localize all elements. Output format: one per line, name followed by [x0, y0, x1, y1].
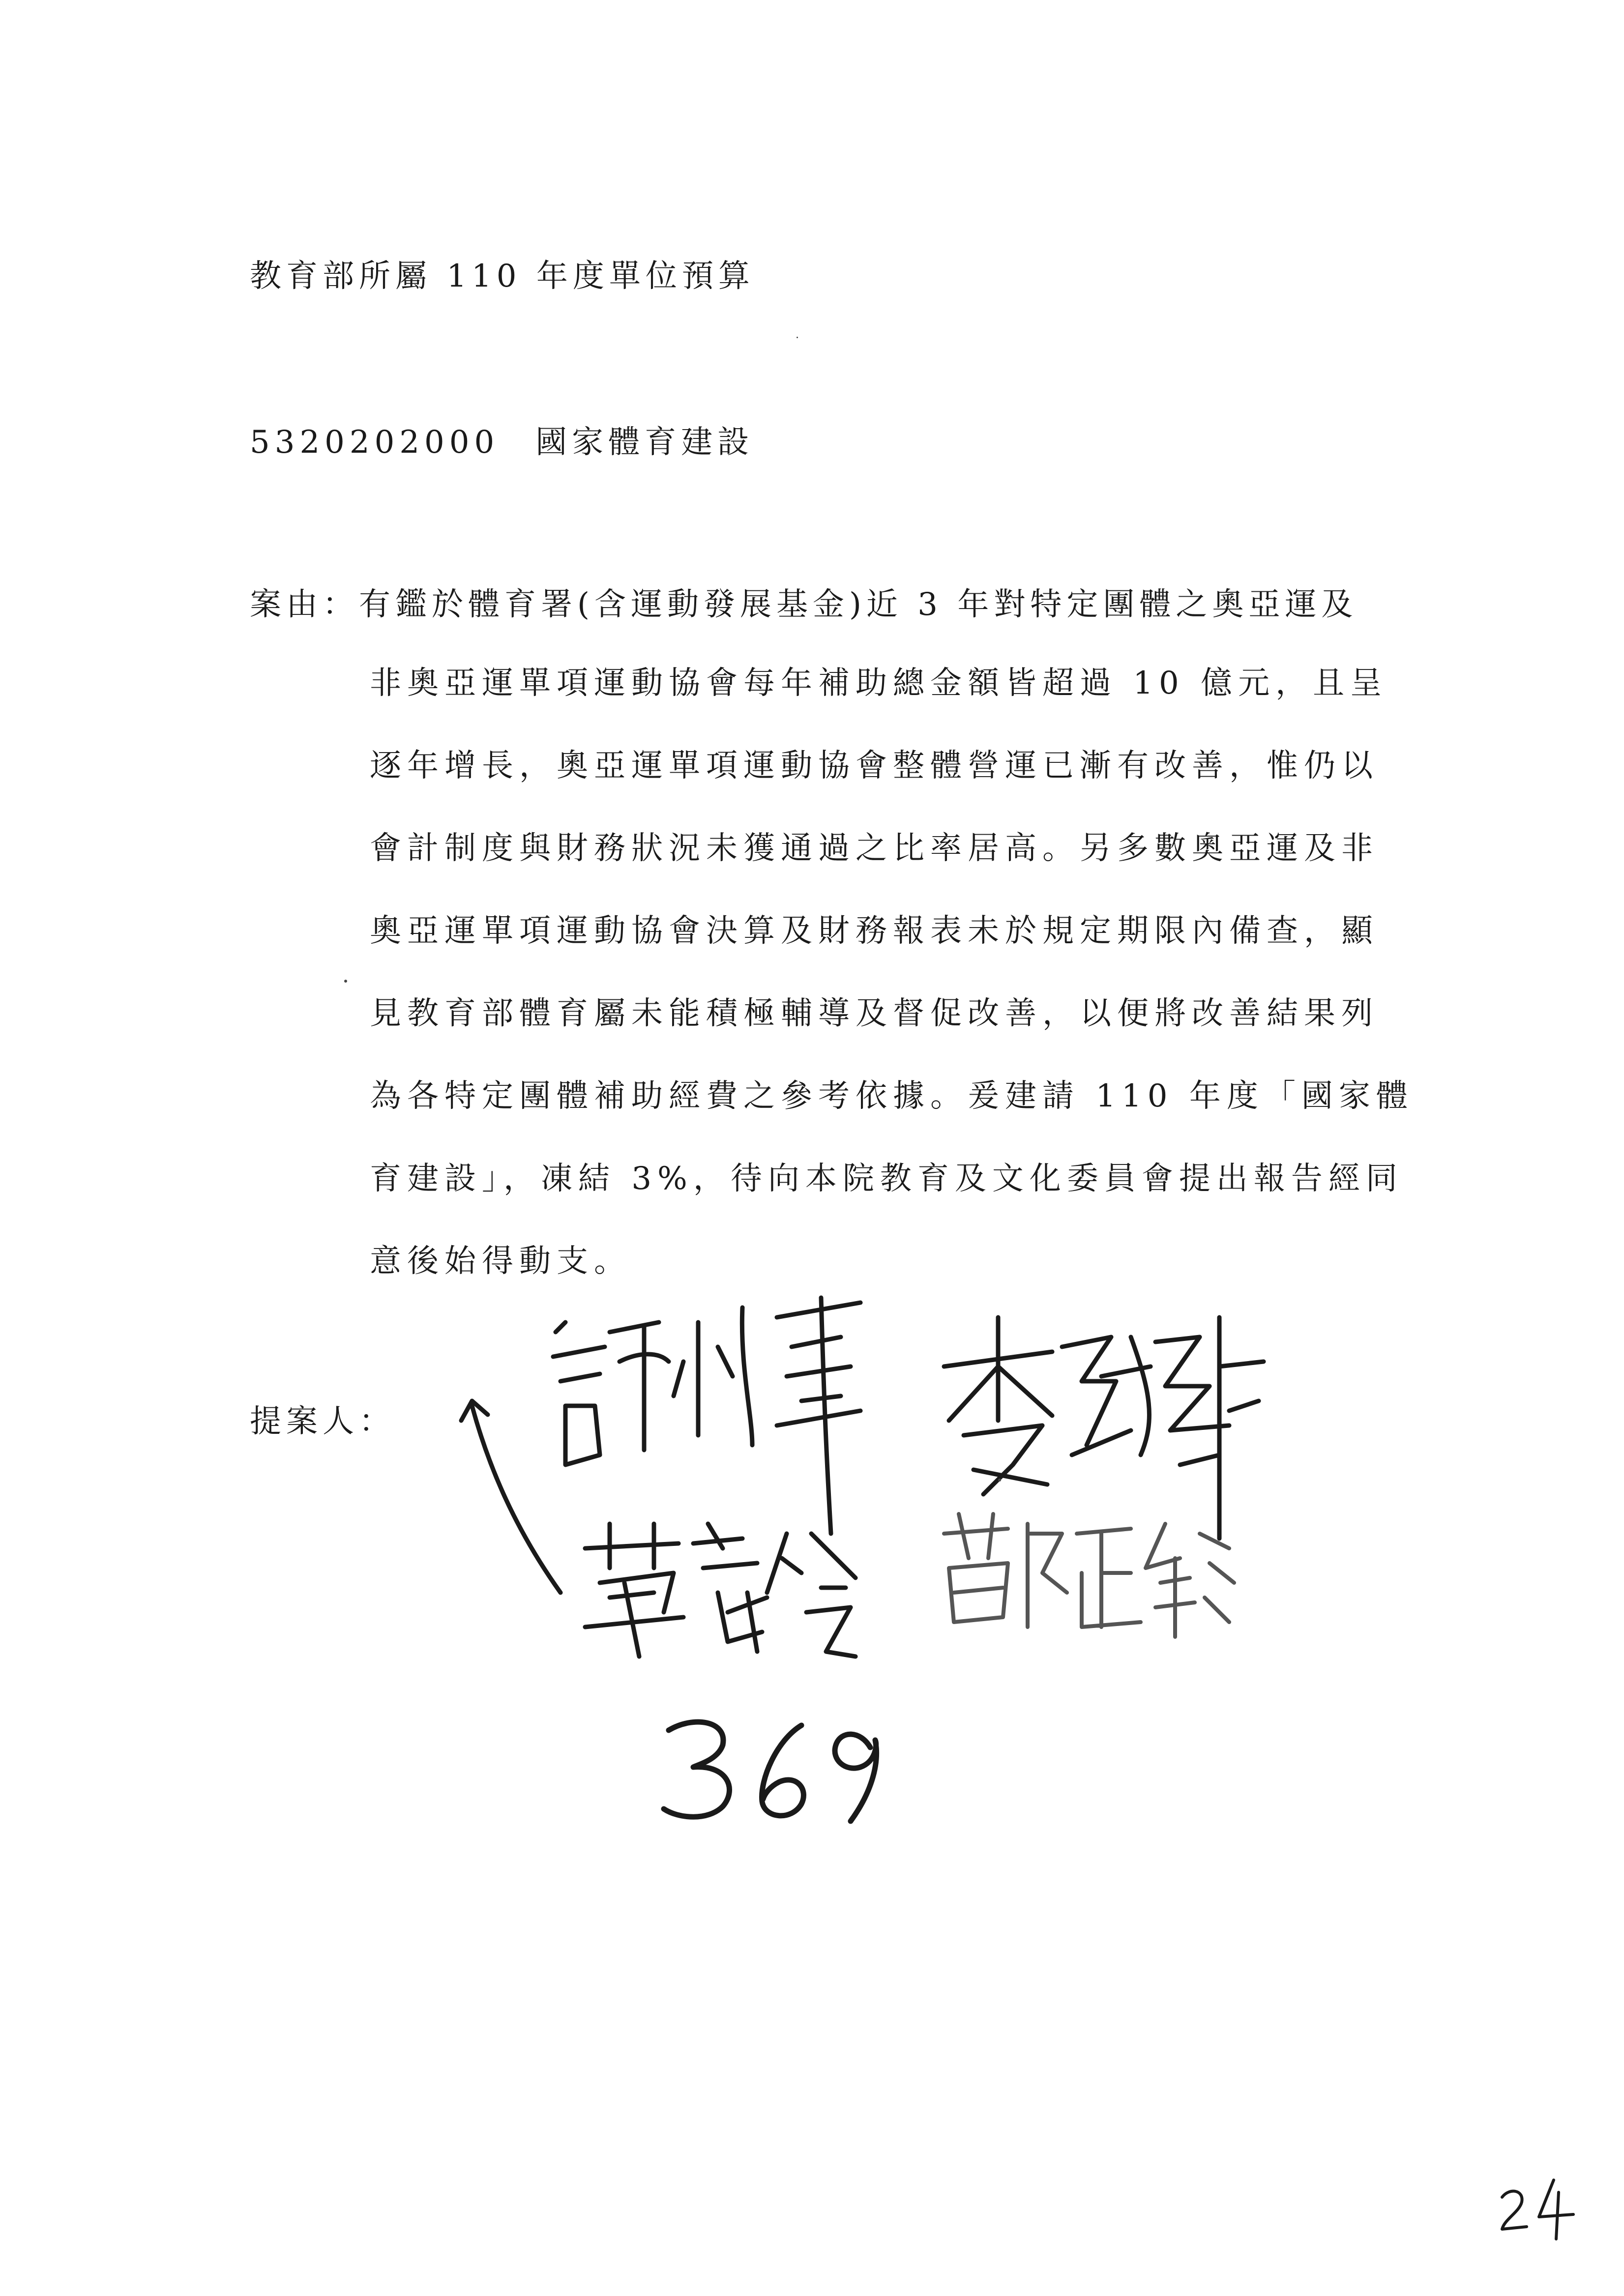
scan-speck	[344, 980, 347, 983]
handwritten-corner-number	[1500, 2173, 1578, 2241]
budget-item: 5320202000 國家體育建設	[250, 424, 754, 461]
proposer-label: 提案人：	[250, 1403, 395, 1440]
handwritten-page-number	[654, 1711, 910, 1824]
case-reason-line: 育建設」，凍結 3%，待向本院教育及文化委員會提出報告經同	[370, 1161, 1403, 1197]
scan-speck	[998, 1479, 1001, 1482]
case-reason-label: 案由：	[250, 586, 359, 623]
case-reason-line: 會計制度與財務狀況未獲通過之比率居高。另多數奧亞運及非	[370, 830, 1379, 867]
case-reason-first-line	[250, 586, 1358, 623]
signature-wan-mei-ling	[580, 1514, 856, 1661]
case-reason-line: 奧亞運單項運動協會決算及財務報表未於規定期限內備查，顯	[370, 913, 1379, 949]
case-reason-line: 逐年增長，奧亞運單項運動協會整體營運已漸有改善，惟仍以	[370, 748, 1379, 784]
scan-speck	[797, 337, 798, 338]
case-reason-line: 非奧亞運單項運動協會每年補助總金額皆超過 10 億元，且呈	[370, 665, 1388, 701]
signature-xu-zhi-jie	[546, 1288, 865, 1543]
case-reason-line: 為各特定團體補助經費之參考依據。爰建請 110 年度「國家體	[370, 1078, 1414, 1114]
document-heading: 教育部所屬 110 年度單位預算	[250, 258, 755, 294]
case-reason-line: 意後始得動支。	[370, 1243, 631, 1279]
case-reason-first-text: 有鑑於體育署(含運動發展基金)近 3 年對特定團體之奧亞運及	[359, 586, 1358, 623]
signature-zheng-zheng-qian	[934, 1504, 1239, 1642]
case-reason-line: 見教育部體育屬未能積極輔導及督促改善，以便將改善結果列	[370, 995, 1379, 1032]
